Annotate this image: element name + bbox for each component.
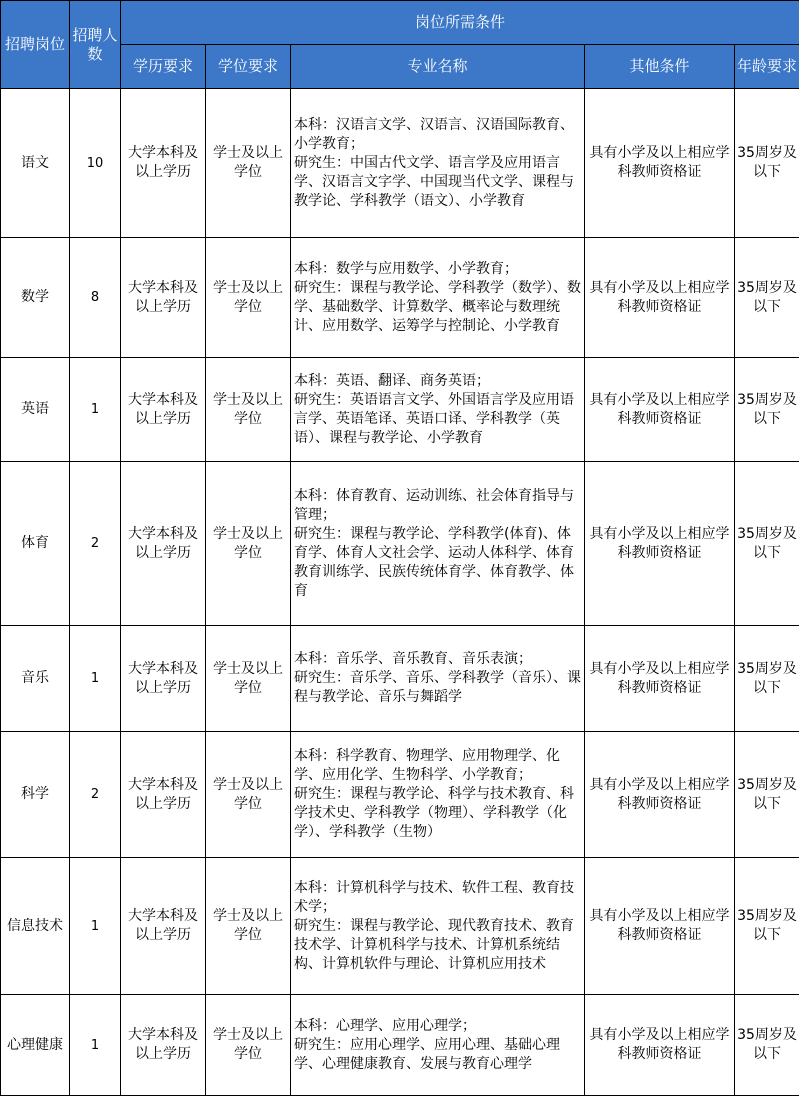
age-cell: 35周岁及以下 (735, 89, 799, 238)
education-cell: 大学本科及以上学历 (121, 732, 206, 858)
degree-cell: 学士及以上学位 (206, 995, 291, 1096)
table-row (1, 462, 799, 626)
age-cell: 35周岁及以下 (735, 732, 799, 858)
education-cell: 大学本科及以上学历 (121, 995, 206, 1096)
age-cell: 35周岁及以下 (735, 626, 799, 732)
table-header (1, 1, 799, 89)
major-cell: 本科：英语、翻译、商务英语； 研究生：英语语言文学、外国语言学及应用语言学、英语笔译、英语口译、学科教学（英语）、课程与教学论、小学教育 (291, 358, 585, 462)
major-cell: 本科：数学与应用数学、小学教育； 研究生：课程与教学论、学科教学（数学）、数学、基础数学、计算数学、概率论与数理统计、应用数学、运筹学与控制论、小学教育 (291, 238, 585, 358)
education-cell: 大学本科及以上学历 (121, 238, 206, 358)
count-cell: 10 (70, 89, 121, 238)
table-row (1, 89, 799, 238)
header-degree: 学位要求 (206, 45, 291, 89)
other-cell: 具有小学及以上相应学科教师资格证 (585, 238, 735, 358)
major-cell: 本科：汉语言文学、汉语言、汉语国际教育、小学教育； 研究生：中国古代文学、语言学及应用语言学、汉语言文字学、中国现当代文学、课程与教学论、学科教学（语文）、小学教育 (291, 89, 585, 238)
position-cell: 英语 (1, 358, 70, 462)
major-cell: 本科：心理学、应用心理学； 研究生：应用心理学、应用心理、基础心理学、心理健康教育、发展与教育心理学 (291, 995, 585, 1096)
table-row (1, 858, 799, 995)
other-cell: 具有小学及以上相应学科教师资格证 (585, 462, 735, 626)
count-cell: 2 (70, 732, 121, 858)
age-cell: 35周岁及以下 (735, 462, 799, 626)
other-cell: 具有小学及以上相应学科教师资格证 (585, 358, 735, 462)
count-cell: 2 (70, 462, 121, 626)
major-cell: 本科：音乐学、音乐教育、音乐表演； 研究生：音乐学、音乐、学科教学（音乐）、课程与教学论、音乐与舞蹈学 (291, 626, 585, 732)
header-count (70, 1, 121, 89)
degree-cell: 学士及以上学位 (206, 858, 291, 995)
major-cell: 本科：体育教育、运动训练、社会体育指导与管理； 研究生：课程与教学论、学科教学(体育)、体育学、体育人文社会学、运动人体科学、体育教育训练学、民族传统体育学、体育教学、体育 (291, 462, 585, 626)
header-education: 学历要求 (121, 45, 206, 89)
degree-cell: 学士及以上学位 (206, 732, 291, 858)
age-cell: 35周岁及以下 (735, 858, 799, 995)
education-cell: 大学本科及以上学历 (121, 626, 206, 732)
age-cell: 35周岁及以下 (735, 238, 799, 358)
table-row (1, 358, 799, 462)
age-cell: 35周岁及以下 (735, 358, 799, 462)
education-cell: 大学本科及以上学历 (121, 358, 206, 462)
education-cell: 大学本科及以上学历 (121, 858, 206, 995)
count-cell: 1 (70, 358, 121, 462)
count-cell: 1 (70, 626, 121, 732)
education-cell: 大学本科及以上学历 (121, 89, 206, 238)
position-cell: 音乐 (1, 626, 70, 732)
degree-cell: 学士及以上学位 (206, 626, 291, 732)
education-cell: 大学本科及以上学历 (121, 462, 206, 626)
table-row (1, 626, 799, 732)
header-other: 其他条件 (585, 45, 735, 89)
header-major: 专业名称 (291, 45, 585, 89)
table-row (1, 238, 799, 358)
header-count-label: 招聘人数 (72, 26, 117, 63)
other-cell: 具有小学及以上相应学科教师资格证 (585, 626, 735, 732)
position-cell: 语文 (1, 89, 70, 238)
count-cell: 8 (70, 238, 121, 358)
age-cell: 35周岁及以下 (735, 995, 799, 1096)
position-cell: 信息技术 (1, 858, 70, 995)
degree-cell: 学士及以上学位 (206, 462, 291, 626)
degree-cell: 学士及以上学位 (206, 238, 291, 358)
degree-cell: 学士及以上学位 (206, 89, 291, 238)
header-requirements-group: 岗位所需条件 (121, 1, 799, 45)
other-cell: 具有小学及以上相应学科教师资格证 (585, 858, 735, 995)
major-cell: 本科：科学教育、物理学、应用物理学、化学、应用化学、生物科学、小学教育； 研究生：课程与教学论、科学与技术教育、科学技术史、学科教学（物理）、学科教学（化学）、学科教学（生物） (291, 732, 585, 858)
position-cell: 体育 (1, 462, 70, 626)
other-cell: 具有小学及以上相应学科教师资格证 (585, 89, 735, 238)
other-cell: 具有小学及以上相应学科教师资格证 (585, 732, 735, 858)
count-cell: 1 (70, 858, 121, 995)
position-cell: 科学 (1, 732, 70, 858)
table-row (1, 995, 799, 1096)
header-position-label: 招聘岗位 (5, 35, 65, 53)
other-cell: 具有小学及以上相应学科教师资格证 (585, 995, 735, 1096)
position-cell: 心理健康 (1, 995, 70, 1096)
position-cell: 数学 (1, 238, 70, 358)
count-cell: 1 (70, 995, 121, 1096)
header-age: 年龄要求 (735, 45, 799, 89)
degree-cell: 学士及以上学位 (206, 358, 291, 462)
major-cell: 本科：计算机科学与技术、软件工程、教育技术学； 研究生：课程与教学论、现代教育技术、教育技术学、计算机科学与技术、计算机系统结构、计算机软件与理论、计算机应用技术 (291, 858, 585, 995)
header-position (1, 1, 70, 89)
table-row (1, 732, 799, 858)
